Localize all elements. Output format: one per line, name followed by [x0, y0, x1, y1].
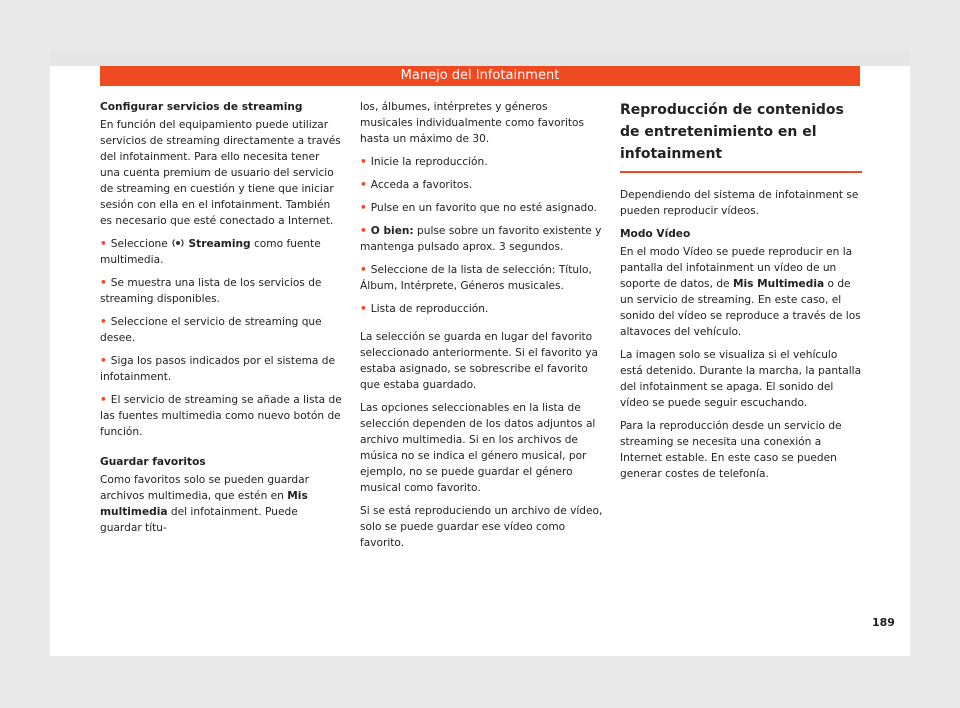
bullet-item: • El servicio de streaming se añade a lista de las fuentes multimedia como nuevo botón de función.: [100, 394, 342, 438]
paragraph: La imagen solo se visualiza si el vehículo está detenido. Durante la marcha, la pantalla del infotainment se apaga. El sonido del vídeo se puede seguir escuchando.: [620, 349, 862, 409]
bullet-icon: •: [100, 316, 107, 328]
page-number: 189: [872, 616, 895, 629]
bullet-item: • Siga los pasos indicados por el sistema de infotainment.: [100, 355, 336, 383]
paragraph: Las opciones seleccionables en la lista de selección dependen de los datos adjuntos al archivo multimedia. Si en los archivos de música no se indica el género musical, por ejemplo, no se puede guardar el género musical como favorito.: [360, 402, 596, 494]
video-mode-heading: Modo Vídeo: [620, 228, 691, 240]
streaming-icon: [171, 237, 185, 249]
bullet-icon: •: [100, 277, 107, 289]
bullet-icon: •: [100, 355, 107, 367]
bullet-icon: •: [360, 264, 367, 276]
section-header: Manejo del Infotainment: [100, 66, 860, 86]
paragraph: En el modo Vídeo se puede reproducir en la pantalla del infotainment un vídeo de un soporte de datos, de Mis Multimedia o de un servicio de streaming. En este caso, el sonido del vídeo se reproduce a través de los altavoces del vehículo.: [620, 246, 861, 338]
column-middle: [360, 99, 603, 558]
paragraph: Dependiendo del sistema de infotainment se pueden reproducir vídeos.: [620, 189, 859, 217]
bullet-icon: •: [360, 225, 367, 237]
column-right: [620, 99, 862, 489]
section-heading: Reproducción de contenidos de entretenimiento en el infotainment: [620, 99, 862, 173]
bullet-item: • Seleccione de la lista de selección: Título, Álbum, Intérprete, Géneros musicales.: [360, 264, 592, 292]
bullet-icon: •: [360, 156, 367, 168]
paragraph: Para la reproducción desde un servicio de streaming se necesita una conexión a Internet estable. En este caso se pueden generar costes de telefonía.: [620, 420, 842, 480]
bullet-icon: •: [100, 238, 107, 250]
streaming-heading: Configurar servicios de streaming: [100, 101, 303, 113]
favorites-heading: Guardar favoritos: [100, 456, 206, 468]
bullet-icon: •: [360, 303, 367, 315]
column-left: [100, 99, 342, 543]
favorites-text: Como favoritos solo se pueden guardar archivos multimedia, que estén en Mis multimedia del infotainment. Puede guardar títu-: [100, 474, 309, 534]
favorites-continued: los, álbumes, intérpretes y géneros musicales individualmente como favoritos hasta un máximo de 30.: [360, 101, 585, 145]
header-band: [50, 50, 910, 66]
bullet-item: • Lista de reproducción.: [360, 303, 489, 315]
paragraph: La selección se guarda en lugar del favorito seleccionado anteriormente. Si el favorito ya estaba asignado, se sobrescribe el favorito que estaba guardado.: [360, 331, 599, 391]
paragraph: Si se está reproduciendo un archivo de vídeo, solo se puede guardar ese vídeo como favorito.: [360, 505, 603, 549]
bullet-icon: •: [360, 202, 367, 214]
bullet-item: • Seleccione Streaming como fuente multimedia.: [100, 238, 321, 266]
streaming-intro: En función del equipamiento puede utilizar servicios de streaming directamente a través del infotainment. Para ello necesita tener una cuenta premium de usuario del servicio de streaming en cuestión y tiene que iniciar sesión con ella en el infotainment. También es necesario que esté conectado a Internet.: [100, 119, 341, 227]
bullet-item: • Inicie la reproducción.: [360, 156, 488, 168]
bullet-item: • Acceda a favoritos.: [360, 179, 473, 191]
bullet-icon: •: [360, 179, 367, 191]
bullet-icon: •: [100, 394, 107, 406]
bullet-item: • Se muestra una lista de los servicios de streaming disponibles.: [100, 277, 322, 305]
bullet-item: • Seleccione el servicio de streaming que desee.: [100, 316, 322, 344]
bullet-item: • O bien: pulse sobre un favorito existente y mantenga pulsado aprox. 3 segundos.: [360, 225, 602, 253]
bullet-item: • Pulse en un favorito que no esté asignado.: [360, 202, 597, 214]
